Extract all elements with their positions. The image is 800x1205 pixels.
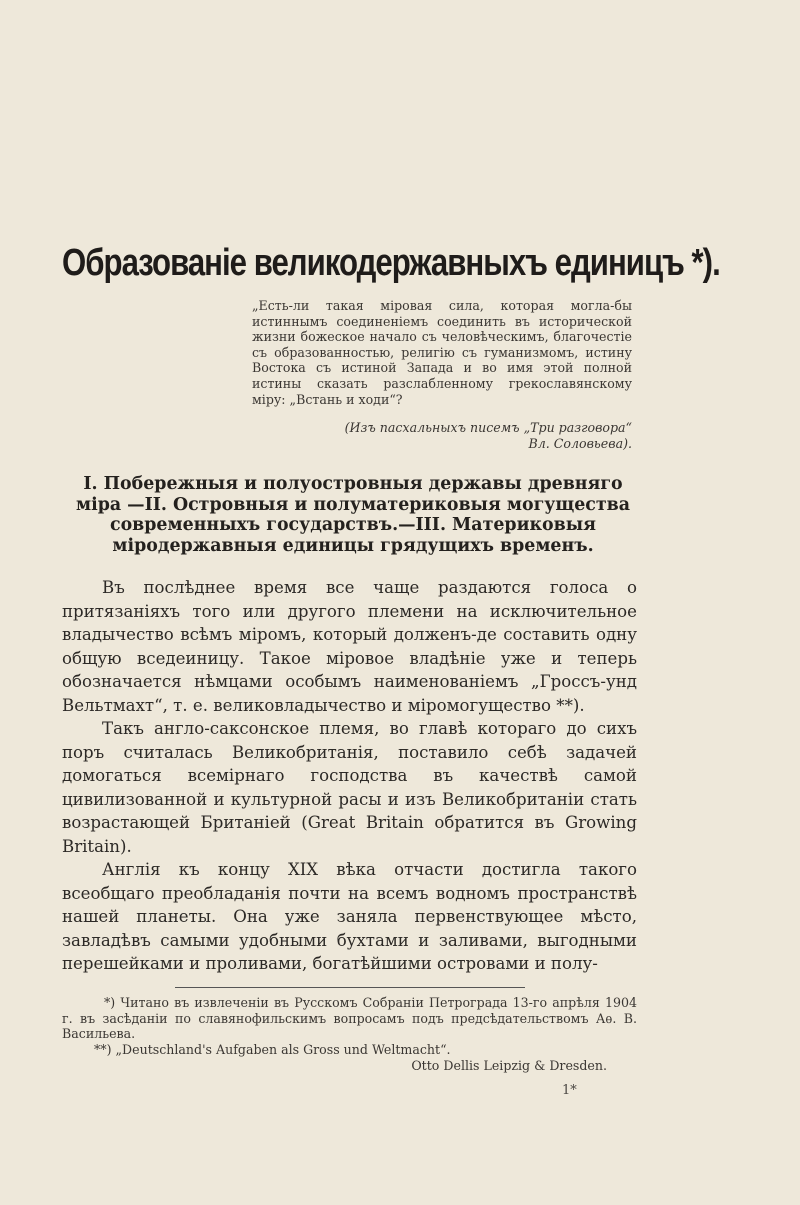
footnote-1: *) Читано въ извлеченіи въ Русскомъ Собраніи Петрограда 13-го апрѣля 1904 г. въ засѣданіи по славянофильскимъ вопросамъ подъ предсѣдательствомъ Аѳ. В. Васильева. bbox=[62, 995, 637, 1042]
epigraph-source-line-2: Вл. Соловьева). bbox=[528, 436, 632, 451]
epigraph-source bbox=[252, 420, 632, 452]
epigraph bbox=[252, 298, 632, 407]
footnotes bbox=[62, 995, 637, 1074]
footnote-2-publisher: Otto Dellis Leipzig & Dresden. bbox=[411, 1057, 607, 1073]
body-text bbox=[62, 576, 637, 976]
paragraph: Такъ англо-саксонское племя, во главѣ котораго до сихъ поръ считалась Великобританія, поставило себѣ задачей домогаться всемірнаго господства въ качествѣ самой цивилизованной и культурной расы и изъ Великобританіи стать возрастающей Британіей (Great Britain обратится въ Growing Britain). bbox=[62, 719, 637, 856]
paragraph: Англія къ концу XIX вѣка отчасти достигла такого всеобщаго преобладанія почти на всемъ водномъ пространствѣ нашей планеты. Она уже заняла первенствующее мѣсто, завладѣвъ самыми удобными бухтами и заливами, выгодными перешейками и проливами, богатѣйшими островами и полу- bbox=[62, 860, 637, 973]
section-heading: I. Побережныя и полуостровныя державы древняго міра —II. Островныя и полуматериковыя могущества современныхъ государствъ.—III. Материковыя міродержавныя единицы грядущихъ временъ. bbox=[75, 474, 630, 556]
epigraph-source-line-1: (Изъ пасхальныхъ писемъ „Три разговора“ bbox=[344, 420, 632, 435]
footnote-2: **) „Deutschland's Aufgaben als Gross und Weltmacht“. bbox=[94, 1042, 451, 1058]
page-title: Образованіе великодержавныхъ единицъ *). bbox=[62, 242, 720, 284]
epigraph-text: „Есть-ли такая міровая сила, которая могла-бы истиннымъ соединеніемъ соединить въ исторической жизни божеское начало съ человѣческимъ, благочестіе съ образованностью, религію съ гуманизмомъ, истину Востока съ истиной Запада и во имя этой полной истины сказать разслабленному грекославянскому міру: „Встань и ходи“? bbox=[252, 298, 632, 407]
signature-mark: 1* bbox=[562, 1083, 577, 1098]
paragraph: Въ послѣднее время все чаще раздаются голоса о притязаніяхъ того или другого племени на исключительное владычество всѣмъ міромъ, который долженъ-де составить одну общую вседеиницу. Такое міровое владѣніе уже и теперь обозначается нѣмцами особымъ наименованіемъ „Гроссъ-унд Вельтмахт“, т. е. великовладычество и міромогущество **). bbox=[62, 578, 637, 715]
footnote-divider bbox=[175, 987, 525, 988]
